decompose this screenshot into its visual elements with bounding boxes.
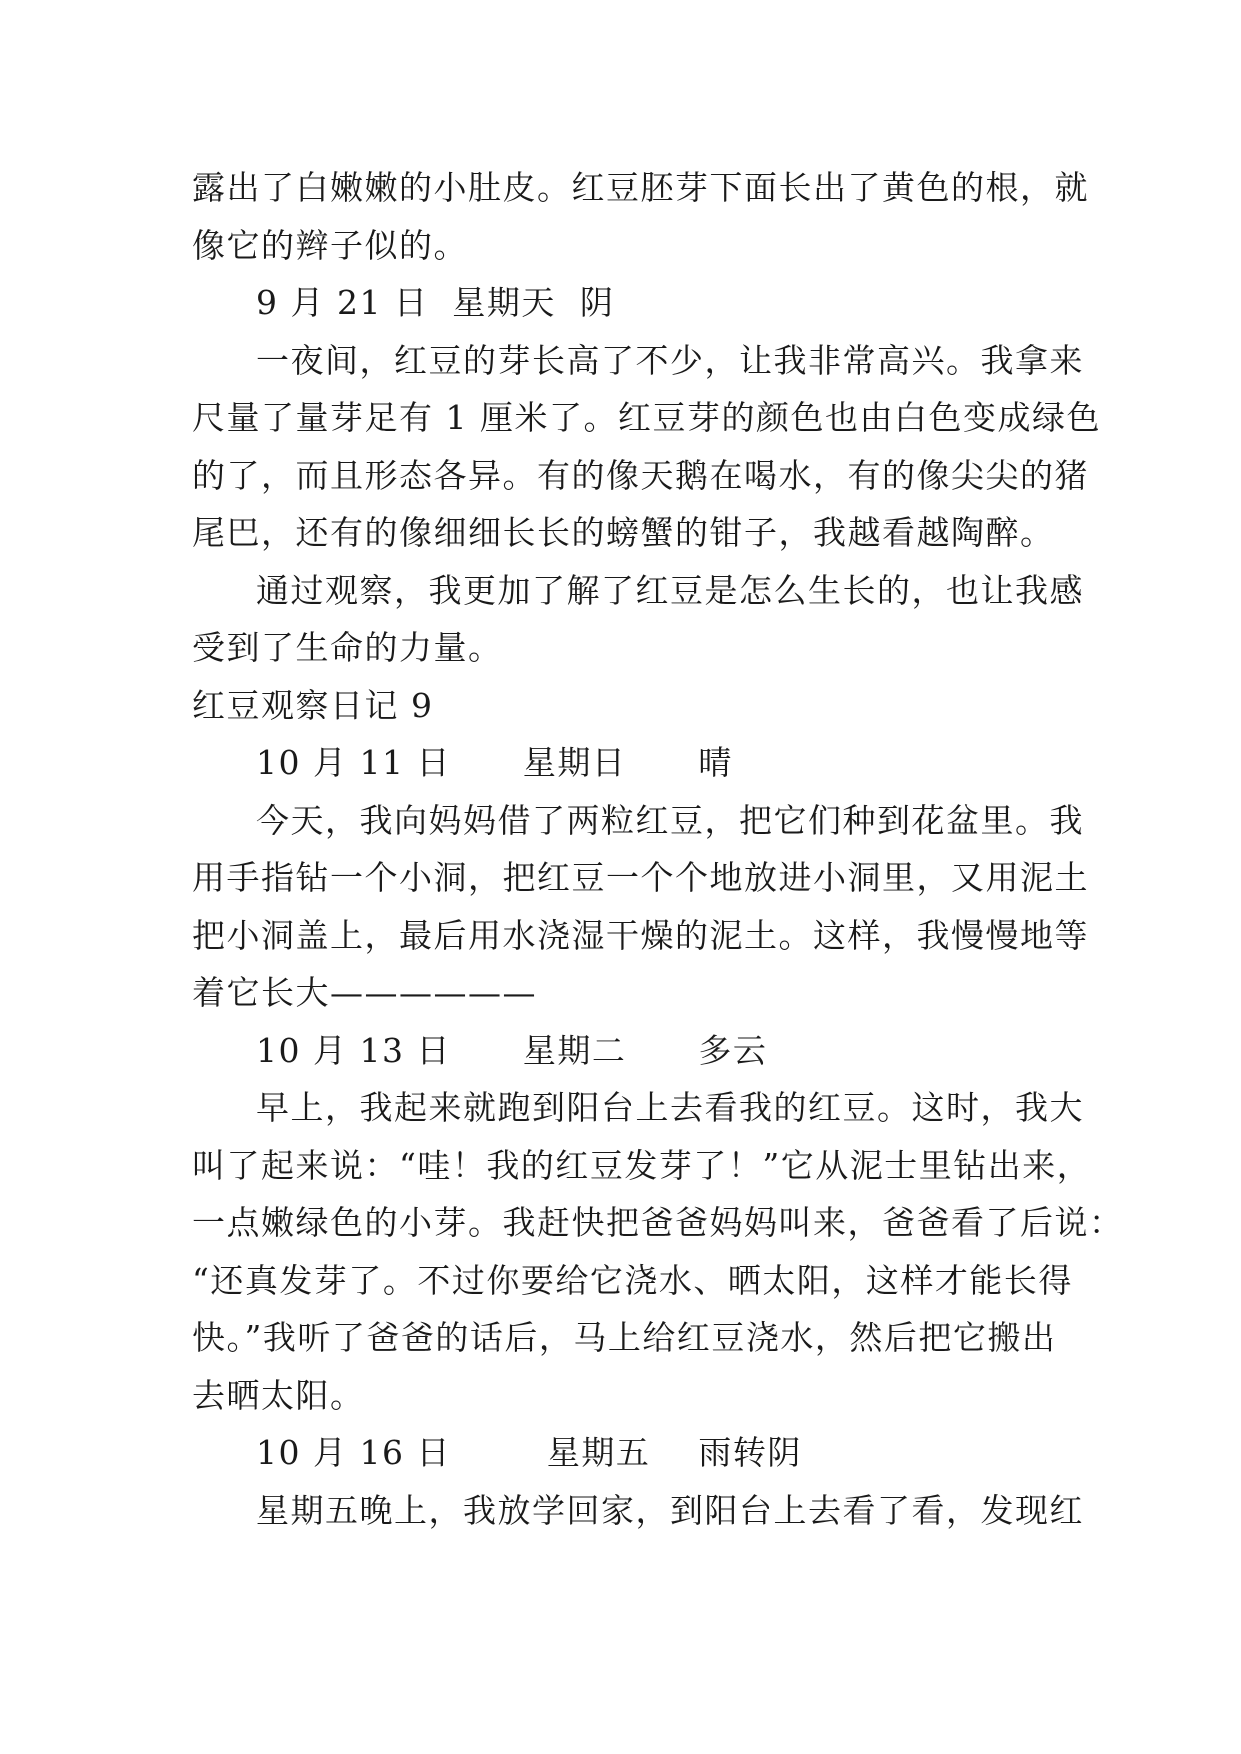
paragraph-line: 把小洞盖上，最后用水浇湿干燥的泥土。这样，我慢慢地等 [192, 916, 1089, 955]
diary-date-heading: 10 月 16 日 星期五 雨转阴 [256, 1433, 802, 1472]
paragraph-line: 着它长大—————— [192, 973, 537, 1012]
diary-date-heading: 10 月 11 日 星期日 晴 [256, 743, 733, 782]
diary-date-heading: 10 月 13 日 星期二 多云 [256, 1031, 768, 1070]
paragraph-line: 像它的辫子似的。 [192, 226, 468, 265]
diary-date-heading: 9 月 21 日 星期天 阴 [256, 283, 615, 322]
paragraph-line: 早上，我起来就跑到阳台上去看我的红豆。这时，我大 [256, 1088, 1084, 1127]
paragraph-line: “还真发芽了。不过你要给它浇水、晒太阳，这样才能长得 [192, 1261, 1073, 1300]
paragraph-line: 叫了起来说：“哇！我的红豆发芽了！”它从泥士里钻出来， [192, 1146, 1092, 1185]
paragraph-line: 今天，我向妈妈借了两粒红豆，把它们种到花盆里。我 [256, 801, 1084, 840]
paragraph-line: 快。”我听了爸爸的话后，马上给红豆浇水，然后把它搬出 [192, 1318, 1057, 1357]
paragraph-line: 尾巴，还有的像细细长长的螃蟹的钳子，我越看越陶醉。 [192, 513, 1055, 552]
section-title: 红豆观察日记 9 [192, 686, 434, 725]
paragraph-line: 用手指钻一个小洞，把红豆一个个地放进小洞里，又用泥土 [192, 858, 1089, 897]
paragraph-line: 尺量了量芽足有 1 厘米了。红豆芽的颜色也由白色变成绿色 [192, 398, 1101, 437]
paragraph-line: 露出了白嫩嫩的小肚皮。红豆胚芽下面长出了黄色的根，就 [192, 168, 1089, 207]
paragraph-line: 去晒太阳。 [192, 1376, 365, 1415]
paragraph-line: 星期五晚上，我放学回家，到阳台上去看了看，发现红 [256, 1491, 1084, 1530]
paragraph-line: 通过观察，我更加了解了红豆是怎么生长的，也让我感 [256, 571, 1084, 610]
paragraph-line: 一夜间，红豆的芽长高了不少，让我非常高兴。我拿来 [256, 341, 1084, 380]
paragraph-line: 的了，而且形态各异。有的像天鹅在喝水，有的像尖尖的猪 [192, 456, 1089, 495]
paragraph-line: 受到了生命的力量。 [192, 628, 503, 667]
paragraph-line: 一点嫩绿色的小芽。我赶快把爸爸妈妈叫来，爸爸看了后说： [192, 1203, 1124, 1242]
